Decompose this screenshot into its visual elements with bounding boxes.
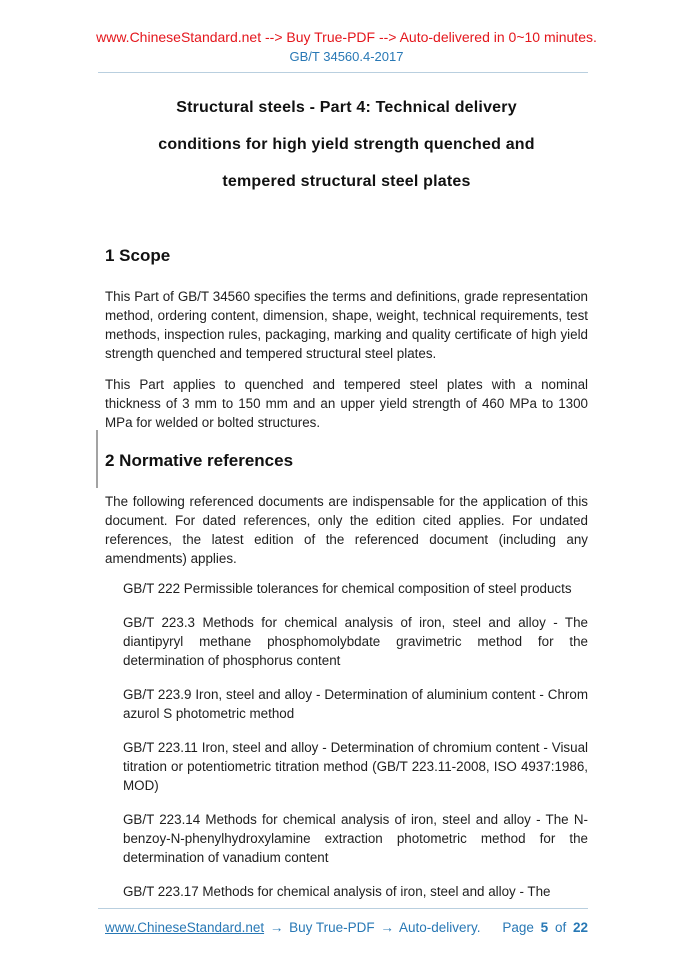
normative-heading-wrap xyxy=(105,432,588,472)
page-label: Page xyxy=(502,920,534,935)
section-heading-normative: 2 Normative references xyxy=(105,451,294,470)
document-title-line: tempered structural steel plates xyxy=(222,173,471,190)
right-arrow-icon: → xyxy=(380,920,394,935)
revision-change-bar xyxy=(96,430,98,488)
scope-paragraph: This Part of GB/T 34560 specifies the terms and definitions, grade representation method, ordering content, dimension, shape, weight, technical requirements, test methods, inspection rules, packaging, marking and quality certificate of high yield strength quenched and tempered structural steel plates. xyxy=(105,289,588,361)
standard-code: GB/T 34560.4-2017 xyxy=(289,49,404,64)
footer-delivery-label: Auto-delivery. xyxy=(398,920,481,935)
document-title xyxy=(105,89,588,200)
document-title-line: Structural steels - Part 4: Technical delivery xyxy=(176,99,517,116)
right-arrow-icon: → xyxy=(269,920,284,935)
footer-rule xyxy=(98,908,588,909)
of-label: of xyxy=(554,920,567,935)
document-title-line: conditions for high yield strength quenched and xyxy=(158,136,535,153)
reference-item: GB/T 223.9 Iron, steel and alloy - Determination of aluminium content - Chrom azurol S photometric method xyxy=(123,687,588,721)
page-total: 22 xyxy=(572,920,588,935)
footer-links xyxy=(105,919,480,937)
scope-paragraph: This Part applies to quenched and tempered steel plates with a nominal thickness of 3 mm to 150 mm and an upper yield strength of 460 MPa to 1300 MPa for welded or bolted structures. xyxy=(105,377,588,430)
page-indicator xyxy=(502,919,588,937)
normative-intro-paragraph: The following referenced documents are indispensable for the application of this document. For dated references, only the edition cited applies. For undated references, the latest edition of the referenced document (including any amendments) applies. xyxy=(105,494,588,566)
reference-item: GB/T 223.3 Methods for chemical analysis of iron, steel and alloy - The diantipyryl methane phosphomolybdate gravimetric method for the determination of phosphorus content xyxy=(123,615,588,668)
page-current: 5 xyxy=(540,920,549,935)
reference-item: GB/T 222 Permissible tolerances for chemical composition of steel products xyxy=(123,581,572,596)
top-banner-text: www.ChineseStandard.net --> Buy True-PDF --> Auto-delivered in 0~10 minutes. xyxy=(96,29,597,45)
reference-item: GB/T 223.17 Methods for chemical analysis of iron, steel and alloy - The xyxy=(123,884,551,899)
reference-item: GB/T 223.14 Methods for chemical analysis of iron, steel and alloy - The N-benzoy-N-phenylhydroxylamine extraction photometric method for the determination of vanadium content xyxy=(123,812,588,865)
footer-site-link[interactable]: www.ChineseStandard.net xyxy=(105,920,265,935)
section-heading-scope: 1 Scope xyxy=(105,246,171,265)
reference-item: GB/T 223.11 Iron, steel and alloy - Determination of chromium content - Visual titration or potentiometric titration method (GB/T 223.11-2008, ISO 4937:1986, MOD) xyxy=(123,740,588,793)
footer-buy-label: Buy True-PDF xyxy=(289,920,375,935)
header-rule xyxy=(98,72,588,73)
page-footer xyxy=(105,901,588,980)
